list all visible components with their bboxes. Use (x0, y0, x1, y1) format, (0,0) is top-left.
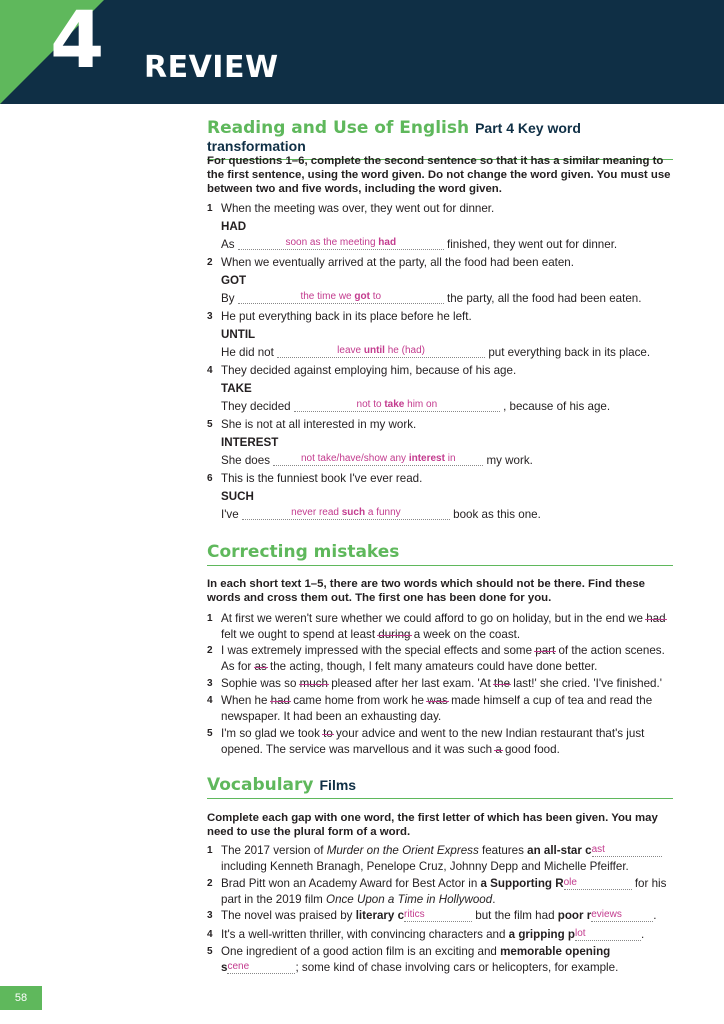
transformed-sentence: He did not leave until he (had) put everything back in its place. (221, 345, 651, 359)
crossed-word[interactable]: had (646, 612, 666, 625)
transformed-sentence: She does not take/have/show any interest in my work. (221, 453, 533, 467)
transformed-sentence: By the time we got to the party, all the food had been eaten. (221, 291, 642, 305)
list-item: 3 The novel was praised by literary critics but the film had poor reviews . (207, 909, 657, 922)
answer-gap[interactable]: cene (227, 961, 295, 974)
question-item: 2 When we eventually arrived at the party, all the food had been eaten. (207, 255, 675, 271)
section-heading-correcting (207, 542, 673, 566)
section-title: Vocabulary (207, 775, 314, 795)
section-heading-vocabulary (207, 775, 673, 799)
answer-gap[interactable]: leave until he (had) (277, 345, 485, 358)
crossed-word[interactable]: much (299, 677, 328, 690)
answer-gap[interactable]: eviews (591, 909, 653, 922)
crossed-word[interactable]: had (270, 694, 290, 707)
crossed-word[interactable]: a (495, 743, 502, 756)
original-sentence: She is not at all interested in my work. (221, 418, 417, 431)
list-item: 5 One ingredient of a good action film is an exciting and memorable opening scene ; some kind of chase involving cars or helicopters, for example. (207, 945, 619, 974)
instructions: In each short text 1–5, there are two words which should not be there. Find these words and cross them out. The first one has been done for you. (207, 578, 645, 604)
transformed-sentence: I've never read such a funny book as this one. (221, 507, 541, 521)
answer-gap[interactable]: soon as the meeting had (238, 237, 444, 250)
key-word: GOT (221, 274, 247, 287)
key-word: UNTIL (221, 328, 256, 341)
key-word: INTEREST (221, 436, 279, 449)
list-item: 1 At first we weren't sure whether we could afford to go on holiday, but in the end we had felt we ought to spend at least during a week on the coast. (207, 612, 666, 641)
crossed-word[interactable]: during (378, 628, 411, 641)
crossed-word[interactable]: the (493, 677, 511, 690)
list-item: 3 Sophie was so much pleased after her last exam. 'At the last!' she cried. 'I've finished.' (207, 677, 662, 690)
original-sentence: When the meeting was over, they went out for dinner. (221, 202, 495, 215)
list-item: 4 When he had came home from work he was made himself a cup of tea and read the newspaper. It had been an exhausting day. (207, 694, 653, 723)
transformed-sentence: They decided not to take him on , because of his age. (221, 399, 611, 413)
question-item: 3 He put everything back in its place before he left. (207, 309, 675, 325)
section-title: Reading and Use of English (207, 118, 470, 138)
original-sentence: This is the funniest book I've ever read. (221, 472, 423, 485)
answer-gap[interactable]: not to take him on (294, 399, 500, 412)
question-item: 6 This is the funniest book I've ever read. (207, 471, 675, 487)
original-sentence: When we eventually arrived at the party, all the food had been eaten. (221, 256, 574, 269)
instructions: Complete each gap with one word, the first letter of which has been given. You may need to use the plural form of a word. (207, 812, 658, 838)
list-item: 2 Brad Pitt won an Academy Award for Best Actor in a Supporting Role for his part in the 2019 film Once Upon a Time in Hollywood. (207, 877, 667, 906)
list-item: 2 I was extremely impressed with the special effects and some part of the action scenes. As for as the acting, though, I felt many amateurs could have done better. (207, 644, 665, 673)
unit-title: REVIEW (144, 50, 279, 85)
instructions: For questions 1–6, complete the second sentence so that it has a similar meaning to the first sentence, using the word given. Do not change the word given. You must use between two and five words, including the word given. (207, 155, 671, 195)
unit-header (0, 0, 724, 104)
crossed-word[interactable]: part (535, 644, 556, 657)
answer-gap[interactable]: ast (592, 844, 662, 857)
key-word: TAKE (221, 382, 252, 395)
answer-gap[interactable]: never read such a funny (242, 507, 450, 520)
crossed-word[interactable]: to (323, 727, 333, 740)
section-subtitle: Films (319, 777, 357, 793)
page-number: 58 (0, 986, 42, 1010)
question-item: 5 She is not at all interested in my work. (207, 417, 675, 433)
crossed-word[interactable]: as (254, 660, 267, 673)
section-subtitle: Part 4 Key word transformation (207, 120, 581, 154)
list-item: 5 I'm so glad we took to your advice and went to the new Indian restaurant that's just opened. The service was marvellous and it was such a good food. (207, 727, 645, 756)
answer-gap[interactable]: the time we got to (238, 291, 444, 304)
key-word: SUCH (221, 490, 254, 503)
list-item: 1 The 2017 version of Murder on the Orient Express features an all-star cast including Kenneth Branagh, Penelope Cruz, Johnny Depp and Michelle Pfeiffer. (207, 843, 675, 875)
question-item: 1 When the meeting was over, they went out for dinner. (207, 201, 675, 217)
answer-gap[interactable]: not take/have/show any interest in (273, 453, 483, 466)
section-title: Correcting mistakes (207, 542, 400, 562)
crossed-word[interactable]: was (427, 694, 448, 707)
answer-gap[interactable]: ritics (404, 909, 472, 922)
question-item: 4 They decided against employing him, because of his age. (207, 363, 675, 379)
key-word: HAD (221, 220, 247, 233)
unit-number: 4 (50, 0, 103, 86)
answer-gap[interactable]: ole (564, 877, 632, 890)
transformed-sentence: As soon as the meeting had finished, they went out for dinner. (221, 237, 618, 251)
original-sentence: They decided against employing him, because of his age. (221, 364, 517, 377)
list-item: 4 It's a well-written thriller, with convincing characters and a gripping plot . (207, 928, 645, 941)
original-sentence: He put everything back in its place before he left. (221, 310, 472, 323)
answer-gap[interactable]: lot (575, 928, 641, 941)
